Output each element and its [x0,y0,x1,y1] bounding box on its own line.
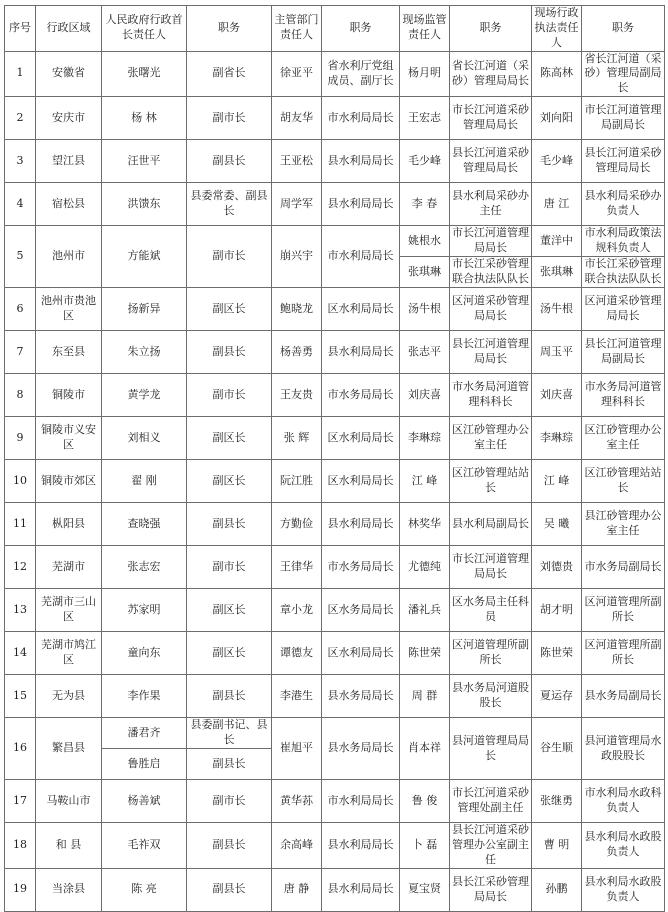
cell-gov-title: 副区长 [187,589,272,632]
table-body [5,51,665,911]
cell-dept-person: 胡友华 [272,97,322,140]
table-row [5,718,665,749]
header-row [5,6,665,52]
cell-site-title: 县长江河道采砂管理局局长 [450,140,532,183]
cell-gov-person: 朱立扬 [102,331,187,374]
table-row [5,503,665,546]
cell-gov-title: 县委副书记、县长 [187,718,272,749]
cell-law-title: 县河道管理局水政股股长 [582,718,665,780]
cell-law-title: 市长江采砂管理联合执法队队长 [582,257,665,288]
cell-region: 当涂县 [36,868,102,911]
cell-site-person: 姚根水 [400,226,450,257]
cell-dept-person: 王友贵 [272,374,322,417]
cell-dept-person: 唐 静 [272,868,322,911]
table-row [5,140,665,183]
cell-gov-person: 张曙光 [102,51,187,97]
cell-dept-person: 杨善勇 [272,331,322,374]
cell-gov-title: 副县长 [187,331,272,374]
cell-site-title: 县长江河道管理局局长 [450,331,532,374]
table-row [5,288,665,331]
cell-law-title: 市水利局政策法规科负责人 [582,226,665,257]
cell-seq: 4 [5,183,36,226]
cell-dept-person: 周学军 [272,183,322,226]
table-row [5,632,665,675]
cell-seq: 2 [5,97,36,140]
table-row [5,331,665,374]
cell-site-person: 周 群 [400,675,450,718]
cell-seq: 19 [5,868,36,911]
cell-law-title: 县长江河道采砂管理局局长 [582,140,665,183]
cell-dept-title: 县水利局局长 [322,331,400,374]
cell-region: 马鞍山市 [36,780,102,823]
table-row [5,51,665,97]
cell-dept-person: 王亚松 [272,140,322,183]
cell-site-title: 市长江河道采砂管理处副主任 [450,780,532,823]
cell-gov-title: 副县长 [187,749,272,780]
cell-site-title: 区江砂管理站站长 [450,460,532,503]
cell-law-title: 市水务局河道管理科科长 [582,374,665,417]
cell-law-person: 董洋中 [532,226,582,257]
cell-law-title: 县长江河道管理局副局长 [582,331,665,374]
cell-gov-person: 童向东 [102,632,187,675]
cell-gov-title: 副区长 [187,417,272,460]
cell-site-person: 毛少峰 [400,140,450,183]
cell-gov-person: 查晓强 [102,503,187,546]
cell-dept-title: 区水利局局长 [322,460,400,503]
cell-site-title: 区河道采砂管理局局长 [450,288,532,331]
cell-gov-person: 翟 刚 [102,460,187,503]
cell-law-person: 汤牛根 [532,288,582,331]
cell-site-title: 市长江采砂管理联合执法队队长 [450,257,532,288]
cell-gov-person: 黄学龙 [102,374,187,417]
cell-law-person: 胡才明 [532,589,582,632]
cell-gov-person: 扬新异 [102,288,187,331]
cell-site-person: 杨月明 [400,51,450,97]
cell-law-title: 区河道管理所副所长 [582,589,665,632]
cell-law-title: 县水务局副局长 [582,675,665,718]
cell-gov-person: 鲁胜启 [102,749,187,780]
table-row [5,374,665,417]
cell-dept-title: 县水利局局长 [322,503,400,546]
cell-law-title: 区江砂管理站站长 [582,460,665,503]
cell-law-title: 市水利局水政科负责人 [582,780,665,823]
cell-law-person: 江 峰 [532,460,582,503]
cell-region: 和 县 [36,823,102,869]
cell-seq: 8 [5,374,36,417]
table-row [5,868,665,911]
cell-law-person: 谷生顺 [532,718,582,780]
cell-law-person: 唐 江 [532,183,582,226]
cell-site-title: 县水利局采砂办主任 [450,183,532,226]
cell-region: 安庆市 [36,97,102,140]
header-law-person: 现场行政执法责任人 [532,6,582,52]
cell-law-person: 刘德贵 [532,546,582,589]
cell-site-person: 林奖华 [400,503,450,546]
header-gov-person: 人民政府行政首长责任人 [102,6,187,52]
cell-site-title: 县长江采砂管理局局长 [450,868,532,911]
cell-law-person: 毛少峰 [532,140,582,183]
cell-site-person: 汤牛根 [400,288,450,331]
cell-site-person: 卜 磊 [400,823,450,869]
cell-site-person: 夏宝贤 [400,868,450,911]
cell-dept-title: 区水利局局长 [322,632,400,675]
cell-gov-title: 副市长 [187,546,272,589]
cell-site-person: 江 峰 [400,460,450,503]
table-row [5,226,665,257]
cell-dept-title: 区水利局局长 [322,417,400,460]
cell-dept-person: 章小龙 [272,589,322,632]
cell-dept-title: 区水务局局长 [322,589,400,632]
cell-dept-title: 市水务局局长 [322,374,400,417]
cell-region: 繁昌县 [36,718,102,780]
cell-region: 芜湖市三山区 [36,589,102,632]
table-row [5,589,665,632]
cell-seq: 11 [5,503,36,546]
cell-gov-person: 陈 亮 [102,868,187,911]
cell-gov-title: 副县长 [187,823,272,869]
cell-dept-title: 县水利局局长 [322,868,400,911]
cell-gov-title: 副县长 [187,868,272,911]
cell-site-title: 区江砂管理办公室主任 [450,417,532,460]
table-row [5,97,665,140]
cell-dept-title: 县水利局局长 [322,183,400,226]
table-row [5,546,665,589]
cell-region: 无为县 [36,675,102,718]
cell-gov-person: 苏家明 [102,589,187,632]
cell-gov-person: 杨 林 [102,97,187,140]
cell-dept-person: 谭德友 [272,632,322,675]
cell-law-person: 孙鹏 [532,868,582,911]
cell-dept-title: 市水务局局长 [322,546,400,589]
cell-law-person: 陈世荣 [532,632,582,675]
header-site-title: 职务 [450,6,532,52]
table-row [5,460,665,503]
cell-region: 东至县 [36,331,102,374]
cell-law-person: 张继勇 [532,780,582,823]
cell-site-title: 县水务局河道股股长 [450,675,532,718]
cell-dept-person: 黄华荪 [272,780,322,823]
cell-gov-person: 杨善斌 [102,780,187,823]
cell-dept-title: 区水利局局长 [322,288,400,331]
cell-law-title: 县水利局水政股负责人 [582,868,665,911]
cell-gov-person: 潘君齐 [102,718,187,749]
cell-law-person: 李琳琮 [532,417,582,460]
cell-dept-person: 崩兴宇 [272,226,322,288]
cell-seq: 9 [5,417,36,460]
cell-law-person: 周玉平 [532,331,582,374]
cell-gov-title: 副省长 [187,51,272,97]
cell-seq: 6 [5,288,36,331]
cell-law-title: 县江砂管理办公室主任 [582,503,665,546]
cell-gov-title: 副市长 [187,374,272,417]
cell-region: 望江县 [36,140,102,183]
table-row [5,675,665,718]
cell-dept-title: 县水利局局长 [322,140,400,183]
cell-gov-person: 张志宏 [102,546,187,589]
cell-gov-title: 县委常委、副县长 [187,183,272,226]
cell-site-title: 区河道管理所副所长 [450,632,532,675]
cell-site-title: 市长江河道管理局局长 [450,226,532,257]
cell-site-title: 市水务局河道管理科科长 [450,374,532,417]
cell-dept-person: 方勤俭 [272,503,322,546]
cell-gov-title: 副县长 [187,140,272,183]
table-row [5,780,665,823]
cell-site-title: 县河道管理局局长 [450,718,532,780]
cell-gov-person: 刘相义 [102,417,187,460]
cell-dept-person: 鲍晓龙 [272,288,322,331]
cell-site-title: 县水利局副局长 [450,503,532,546]
cell-site-person: 陈世荣 [400,632,450,675]
cell-seq: 5 [5,226,36,288]
cell-region: 安徽省 [36,51,102,97]
cell-dept-title: 县水务局局长 [322,675,400,718]
cell-gov-title: 副市长 [187,780,272,823]
cell-site-person: 李 春 [400,183,450,226]
cell-seq: 12 [5,546,36,589]
cell-law-person: 陈高林 [532,51,582,97]
cell-dept-person: 张 辉 [272,417,322,460]
cell-region: 铜陵市义安区 [36,417,102,460]
cell-seq: 17 [5,780,36,823]
cell-dept-person: 余高峰 [272,823,322,869]
cell-seq: 14 [5,632,36,675]
header-seq: 序号 [5,6,36,52]
cell-dept-person: 阮江胜 [272,460,322,503]
cell-law-title: 县水利局采砂办负责人 [582,183,665,226]
header-dept-person: 主管部门责任人 [272,6,322,52]
cell-law-title: 市长江河道管理局副局长 [582,97,665,140]
cell-dept-person: 王律华 [272,546,322,589]
cell-site-title: 县长江河道采砂管理办公室副主任 [450,823,532,869]
cell-gov-person: 毛祚双 [102,823,187,869]
cell-site-person: 李琳琮 [400,417,450,460]
cell-gov-title: 副区长 [187,460,272,503]
cell-gov-title: 副县长 [187,675,272,718]
cell-site-person: 肖本祥 [400,718,450,780]
cell-seq: 7 [5,331,36,374]
cell-site-title: 区水务局主任科员 [450,589,532,632]
cell-law-person: 夏运存 [532,675,582,718]
cell-seq: 13 [5,589,36,632]
cell-site-person: 张志平 [400,331,450,374]
cell-gov-title: 副县长 [187,503,272,546]
cell-dept-title: 县水利局局长 [322,823,400,869]
cell-seq: 18 [5,823,36,869]
cell-region: 芜湖市 [36,546,102,589]
cell-region: 宿松县 [36,183,102,226]
cell-region: 芜湖市鸠江区 [36,632,102,675]
table-row [5,183,665,226]
header-law-title: 职务 [582,6,665,52]
cell-region: 池州市贵池区 [36,288,102,331]
cell-law-title: 区河道采砂管理局局长 [582,288,665,331]
cell-gov-title: 副区长 [187,632,272,675]
table-row [5,823,665,869]
cell-law-title: 县水利局水政股负责人 [582,823,665,869]
cell-law-title: 市水务局副局长 [582,546,665,589]
cell-law-person: 吴 曦 [532,503,582,546]
cell-gov-title: 副市长 [187,226,272,288]
cell-dept-person: 崔旭平 [272,718,322,780]
table-row [5,417,665,460]
cell-site-person: 王宏志 [400,97,450,140]
cell-dept-title: 省水利厅党组成员、副厅长 [322,51,400,97]
header-dept-title: 职务 [322,6,400,52]
responsibility-table [4,5,665,912]
cell-site-title: 市长江河道管理局局长 [450,546,532,589]
cell-gov-title: 副区长 [187,288,272,331]
cell-gov-person: 李作果 [102,675,187,718]
cell-site-title: 省长江河道（采砂）管理局局长 [450,51,532,97]
header-region: 行政区域 [36,6,102,52]
cell-seq: 1 [5,51,36,97]
cell-gov-person: 洪馈东 [102,183,187,226]
cell-law-person: 张琪琳 [532,257,582,288]
cell-law-title: 区江砂管理办公室主任 [582,417,665,460]
cell-dept-person: 徐亚平 [272,51,322,97]
cell-dept-title: 市水利局局长 [322,226,400,288]
cell-dept-title: 市水利局局长 [322,780,400,823]
cell-region: 枞阳县 [36,503,102,546]
cell-region: 池州市 [36,226,102,288]
cell-law-person: 刘庆喜 [532,374,582,417]
cell-law-person: 刘向阳 [532,97,582,140]
cell-seq: 16 [5,718,36,780]
cell-site-person: 刘庆喜 [400,374,450,417]
cell-site-person: 鲁 俊 [400,780,450,823]
cell-gov-person: 方能斌 [102,226,187,288]
cell-seq: 3 [5,140,36,183]
cell-law-title: 省长江河道（采砂）管理局副局长 [582,51,665,97]
cell-law-person: 曹 明 [532,823,582,869]
cell-dept-title: 县水务局局长 [322,718,400,780]
cell-region: 铜陵市郊区 [36,460,102,503]
cell-gov-person: 汪世平 [102,140,187,183]
cell-site-title: 市长江河道采砂管理局局长 [450,97,532,140]
cell-region: 铜陵市 [36,374,102,417]
cell-dept-title: 市水利局局长 [322,97,400,140]
cell-law-title: 区河道管理所副所长 [582,632,665,675]
cell-gov-title: 副市长 [187,97,272,140]
cell-site-person: 潘礼兵 [400,589,450,632]
cell-seq: 15 [5,675,36,718]
cell-dept-person: 李港生 [272,675,322,718]
header-gov-title: 职务 [187,6,272,52]
header-site-person: 现场监管责任人 [400,6,450,52]
cell-seq: 10 [5,460,36,503]
cell-site-person: 张琪琳 [400,257,450,288]
cell-site-person: 尤德纯 [400,546,450,589]
